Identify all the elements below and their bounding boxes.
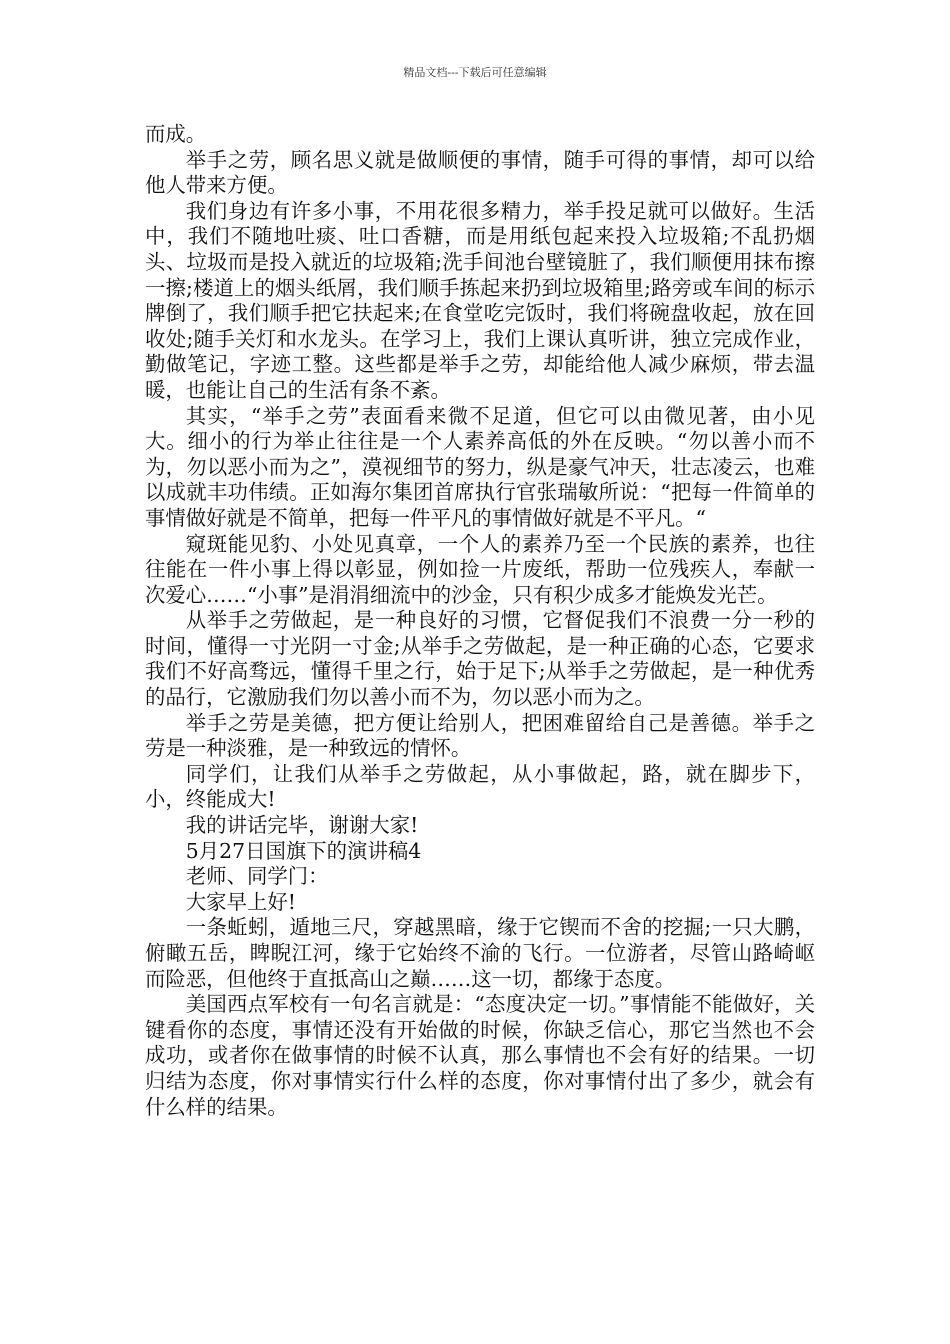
paragraph: 其实，“举手之劳”表面看来微不足道，但它可以由微见著，由小见大。细小的行为举止往往是一个人素养高低的外在反映。“勿以善小而不为，勿以恶小而为之”，漠视细节的努力，纵是豪气冲天，壮志凌云，也难以成就丰功伟绩。正如海尔集团首席执行官张瑞敏所说：“把每一件简单的事情做好就是不简单，把每一件平凡的事情做好就是不平凡。“ [145, 403, 815, 530]
salutation: 老师、同学门： [185, 864, 329, 889]
greeting: 大家早上好! [185, 889, 296, 914]
paragraph: 从举手之劳做起，是一种良好的习惯，它督促我们不浪费一分一秒的时间，懂得一寸光阴一寸金;从举手之劳做起，是一种正确的心态，它要求我们不好高骛远，懂得千里之行，始于足下;从举手之劳做起，是一种优秀的品行，它激励我们勿以善小而不为，勿以恶小而为之。 [145, 608, 815, 710]
paragraph: 举手之劳，顾名思义就是做顺便的事情，随手可得的事情，却可以给他人带来方便。 [145, 147, 815, 198]
page-header: 精品文档---下载后可任意编辑 [403, 66, 547, 79]
paragraph: 我们身边有许多小事，不用花很多精力，举手投足就可以做好。生活中，我们不随地吐痰、吐口香糖，而是用纸包起来投入垃圾箱;不乱扔烟头、垃圾而是投入就近的垃圾箱;洗手间池台壁镜脏了，我们顺便用抹布擦一擦;楼道上的烟头纸屑，我们顺手拣起来扔到垃圾箱里;路旁或车间的标示牌倒了，我们顺手把它扶起来;在食堂吃完饭时，我们将碗盘收起，放在回收处;随手关灯和水龙头。在学习上，我们上课认真听讲，独立完成作业，勤做笔记，字迹工整。这些都是举手之劳，却能给他人减少麻烦，带去温暖，也能让自己的生活有条不紊。 [145, 198, 815, 402]
paragraph: 一条蚯蚓，遁地三尺，穿越黑暗，缘于它锲而不舍的挖掘;一只大鹏，俯瞰五岳，睥睨江河，缘于它始终不渝的飞行。一位游者，尽管山路崎岖而险恶，但他终于直抵高山之巅……这一切，都缘于态度。 [145, 915, 815, 991]
paragraph: 举手之劳是美德，把方便让给别人，把困难留给自己是善德。举手之劳是一种淡雅，是一种致远的情怀。 [145, 710, 815, 761]
paragraph: 我的讲话完毕，谢谢大家! [185, 813, 419, 838]
section-title: 5月27日国旗下的演讲稿4 [185, 838, 422, 863]
paragraph: 窥斑能见豹、小处见真章，一个人的素养乃至一个民族的素养，也往往能在一件小事上得以彰显，例如捡一片废纸，帮助一位残疾人，奉献一次爱心……“小事”是涓涓细流中的沙金，只有积少成多才能焕发光芒。 [145, 531, 815, 607]
document-body [145, 122, 815, 1120]
paragraph: 而成。 [145, 122, 207, 146]
paragraph: 同学们，让我们从举手之劳做起，从小事做起，路，就在脚步下，小，终能成大! [145, 761, 815, 812]
paragraph: 美国西点军校有一句名言就是：“态度决定一切。”事情能不能做好，关键看你的态度，事情还没有开始做的时候，你缺乏信心，那它当然也不会成功，或者你在做事情的时候不认真，那么事情也不会有好的结果。一切归结为态度，你对事情实行什么样的态度，你对事情付出了多少，就会有什么样的结果。 [145, 992, 815, 1119]
